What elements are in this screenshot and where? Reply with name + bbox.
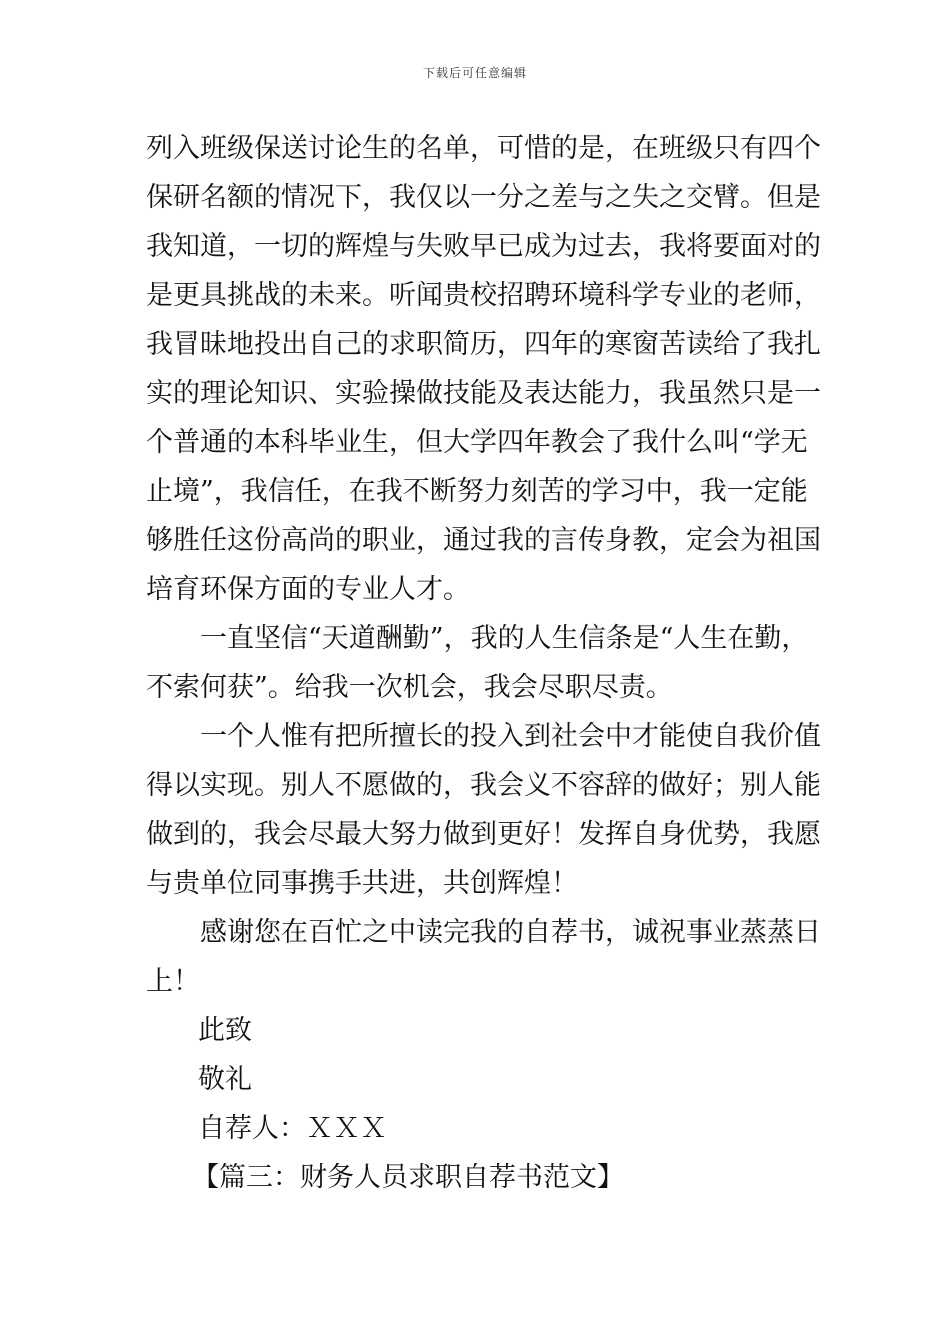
section-heading: 【篇三：财务人员求职自荐书范文】: [192, 1162, 624, 1193]
signature-line: 自荐人：ＸＸＸ: [198, 1113, 387, 1144]
body-line: 培育环保方面的专业人才。: [146, 574, 470, 605]
closing-line: 此致: [198, 1015, 252, 1046]
paragraph-start-line: 一个人惟有把所擅长的投入到社会中才能使自我价值: [200, 721, 821, 752]
body-line: 与贵单位同事携手共进，共创辉煌！: [146, 868, 578, 899]
body-line: 不索何获”。给我一次机会，我会尽职尽责。: [146, 672, 673, 703]
body-line: 个普通的本科毕业生，但大学四年教会了我什么叫“学无: [146, 427, 808, 458]
body-line: 列入班级保送讨论生的名单，可惜的是，在班级只有四个: [146, 133, 821, 164]
body-line: 够胜任这份高尚的职业，通过我的言传身教，定会为祖国: [146, 525, 821, 556]
body-line: 上！: [146, 966, 200, 997]
body-line: 止境”，我信任，在我不断努力刻苦的学习中，我一定能: [146, 476, 808, 507]
body-line: 做到的，我会尽最大努力做到更好！发挥自身优势，我愿: [146, 819, 821, 850]
body-line: 是更具挑战的未来。听闻贵校招聘环境科学专业的老师，: [146, 280, 821, 311]
paragraph-start-line: 感谢您在百忙之中读完我的自荐书，诚祝事业蒸蒸日: [200, 917, 821, 948]
salutation-line: 敬礼: [198, 1064, 252, 1095]
body-line: 得以实现。别人不愿做的，我会义不容辞的做好；别人能: [146, 770, 821, 801]
document-body: [146, 124, 821, 1202]
paragraph-start-line: 一直坚信“天道酬勤”，我的人生信条是“人生在勤，: [200, 623, 809, 654]
page-header: 下载后可任意编辑: [422, 66, 527, 80]
body-line: 保研名额的情况下，我仅以一分之差与之失之交臂。但是: [146, 182, 821, 213]
body-line: 实的理论知识、实验操做技能及表达能力，我虽然只是一: [146, 378, 821, 409]
body-line: 我知道，一切的辉煌与失败早已成为过去，我将要面对的: [146, 231, 821, 262]
body-line: 我冒昧地投出自己的求职简历，四年的寒窗苦读给了我扎: [146, 329, 821, 360]
